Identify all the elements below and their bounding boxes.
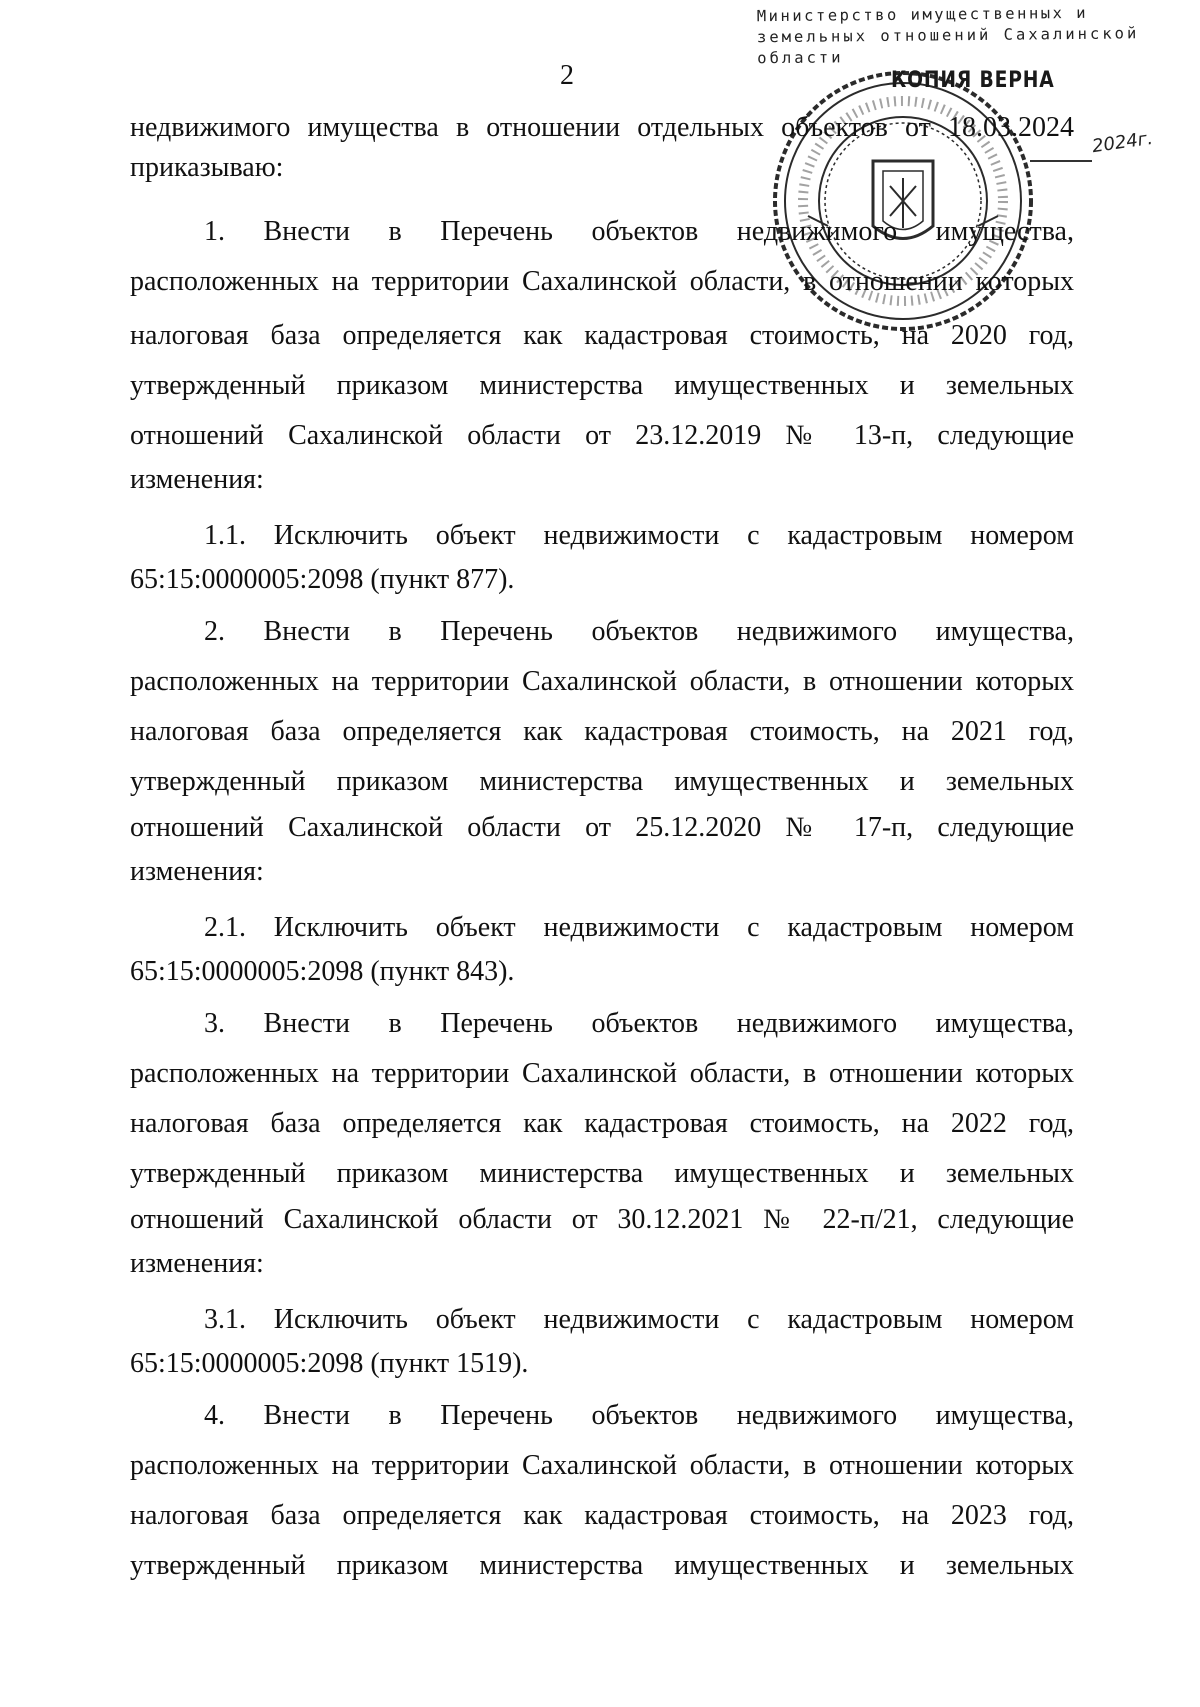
text-line: изменения: — [130, 856, 264, 887]
paragraph-3-start: 3. Внести в Перечень объектов недвижимого имущества, — [204, 1008, 1074, 1039]
paragraph-2-start: 2. Внести в Перечень объектов недвижимого имущества, — [204, 616, 1074, 647]
paragraph-2-1-start: 2.1. Исключить объект недвижимости с кадастровым номером — [204, 912, 1074, 943]
text-line: налоговая база определяется как кадастровая стоимость, на 2022 год, — [130, 1108, 1074, 1139]
paragraph-4-start: 4. Внести в Перечень объектов недвижимого имущества, — [204, 1400, 1074, 1431]
text-line: расположенных на территории Сахалинской области, в отношении которых — [130, 1058, 1074, 1089]
text-line: утвержденный приказом министерства имущественных и земельных — [130, 1550, 1074, 1581]
text-line: 65:15:0000005:2098 (пункт 1519). — [130, 1348, 529, 1379]
ministry-stamp-header — [757, 2, 1198, 70]
text-line: отношений Сахалинской области от 25.12.2020 № 17-п, следующие — [130, 812, 1074, 843]
stamp-line-2: земельных отношений Сахалинской — [756, 24, 1140, 47]
stamp-line-3: области — [757, 48, 844, 68]
paragraph-1-start: 1. Внести в Перечень объектов недвижимого имущества, — [204, 216, 1074, 247]
stamp-line-1: Министерство имущественных и — [756, 3, 1089, 26]
text-line: расположенных на территории Сахалинской области, в отношении которых — [130, 266, 1074, 297]
text-line: налоговая база определяется как кадастровая стоимость, на 2023 год, — [130, 1500, 1074, 1531]
text-line: налоговая база определяется как кадастровая стоимость, на 2020 год, — [130, 320, 1074, 351]
text-line: 65:15:0000005:2098 (пункт 843). — [130, 956, 515, 987]
text-line: изменения: — [130, 464, 264, 495]
text-line: отношений Сахалинской области от 23.12.2019 № 13-п, следующие — [130, 420, 1074, 451]
text-line: отношений Сахалинской области от 30.12.2021 № 22-п/21, следующие — [130, 1204, 1074, 1235]
page-number: 2 — [560, 60, 574, 91]
text-line: недвижимого имущества в отношении отдельных объектов от 18.03.2024 — [130, 112, 1074, 143]
paragraph-3-1-start: 3.1. Исключить объект недвижимости с кадастровым номером — [204, 1304, 1074, 1335]
text-line: изменения: — [130, 1248, 264, 1279]
text-line: расположенных на территории Сахалинской области, в отношении которых — [130, 1450, 1074, 1481]
copy-verified-mark: КОПИЯ ВЕРНА — [891, 68, 1055, 93]
text-line: 65:15:0000005:2098 (пункт 877). — [130, 564, 515, 595]
signature-date: 2024г. — [1090, 127, 1155, 158]
text-line: налоговая база определяется как кадастровая стоимость, на 2021 год, — [130, 716, 1074, 747]
text-line: расположенных на территории Сахалинской области, в отношении которых — [130, 666, 1074, 697]
text-line: утвержденный приказом министерства имущественных и земельных — [130, 370, 1074, 401]
text-line: утвержденный приказом министерства имущественных и земельных — [130, 1158, 1074, 1189]
paragraph-1-1-start: 1.1. Исключить объект недвижимости с кадастровым номером — [204, 520, 1074, 551]
text-line: приказываю: — [130, 152, 284, 183]
text-line: утвержденный приказом министерства имущественных и земельных — [130, 766, 1074, 797]
